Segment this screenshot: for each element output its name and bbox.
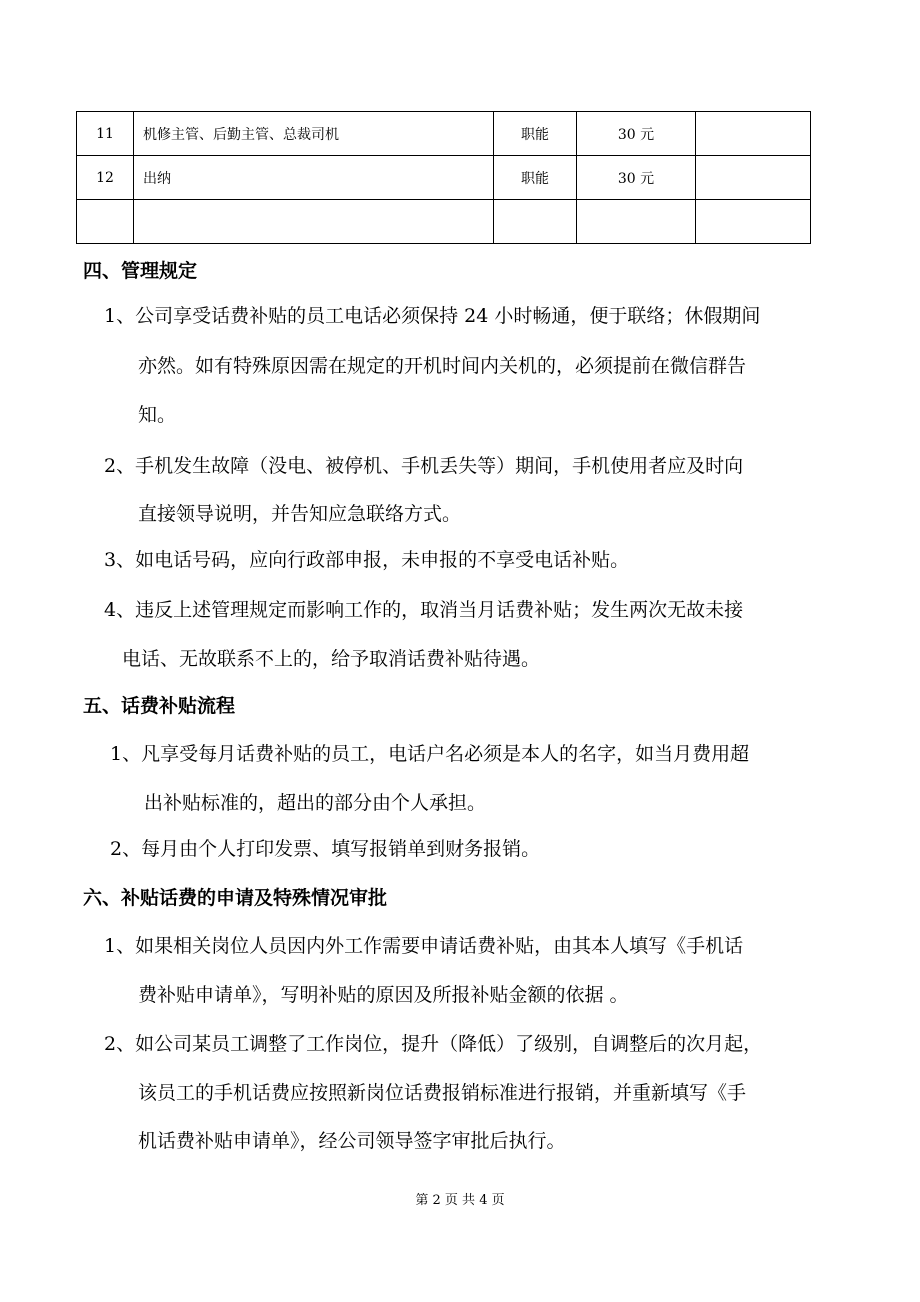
- paragraph-line: 3、如电话号码，应向行政部申报，未申报的不享受电话补贴。: [104, 549, 630, 571]
- note-cell: [696, 112, 811, 156]
- note-cell: [696, 156, 811, 200]
- table-row: [77, 156, 811, 200]
- paragraph-line: 机话费补贴申请单》，经公司领导签字审批后执行。: [138, 1130, 566, 1152]
- paragraph-line: 直接领导说明，并告知应急联络方式。: [138, 503, 462, 525]
- paragraph-line: 1、凡享受每月话费补贴的员工，电话户名必须是本人的名字，如当月费用超: [110, 743, 750, 765]
- paragraph-line: 1、如果相关岗位人员因内外工作需要申请话费补贴，由其本人填写《手机话: [104, 935, 744, 957]
- row-number: 11: [77, 112, 134, 156]
- position-cell: 出纳: [134, 156, 494, 200]
- subsidy-table: [76, 111, 811, 244]
- section-heading: 四、管理规定: [83, 260, 198, 282]
- paragraph-line: 电话、无故联系不上的，给予取消话费补贴待遇。: [122, 648, 541, 670]
- type-cell: 职能: [494, 156, 577, 200]
- paragraph-line: 亦然。如有特殊原因需在规定的开机时间内关机的，必须提前在微信群告: [138, 355, 747, 377]
- paragraph-line: 出补贴标准的，超出的部分由个人承担。: [144, 792, 487, 814]
- note-cell: [696, 200, 811, 244]
- table-row: [77, 200, 811, 244]
- amount-cell: [577, 200, 696, 244]
- section-heading: 六、补贴话费的申请及特殊情况审批: [83, 887, 388, 909]
- paragraph-line: 2、手机发生故障（没电、被停机、手机丢失等）期间，手机使用者应及时向: [104, 455, 744, 477]
- section-heading: 五、话费补贴流程: [83, 695, 236, 717]
- type-cell: 职能: [494, 112, 577, 156]
- position-cell: 机修主管、后勤主管、总裁司机: [134, 112, 494, 156]
- paragraph-line: 2、如公司某员工调整了工作岗位，提升（降低）了级别，自调整后的次月起，: [104, 1033, 763, 1055]
- paragraph-line: 4、违反上述管理规定而影响工作的，取消当月话费补贴；发生两次无故未接: [104, 599, 744, 621]
- table-row: [77, 112, 811, 156]
- paragraph-line: 1、公司享受话费补贴的员工电话必须保持 24 小时畅通，便于联络；休假期间: [104, 305, 761, 327]
- paragraph-line: 知。: [138, 404, 177, 426]
- paragraph-line: 该员工的手机话费应按照新岗位话费报销标准进行报销，并重新填写《手: [138, 1082, 747, 1104]
- paragraph-line: 2、每月由个人打印发票、填写报销单到财务报销。: [110, 838, 541, 860]
- page-number: 第 2 页 共 4 页: [415, 1193, 505, 1208]
- row-number: 12: [77, 156, 134, 200]
- type-cell: [494, 200, 577, 244]
- amount-cell: 30 元: [577, 112, 696, 156]
- row-number: [77, 200, 134, 244]
- paragraph-line: 费补贴申请单》，写明补贴的原因及所报补贴金额的依据 。: [138, 984, 629, 1006]
- position-cell: [134, 200, 494, 244]
- amount-cell: 30 元: [577, 156, 696, 200]
